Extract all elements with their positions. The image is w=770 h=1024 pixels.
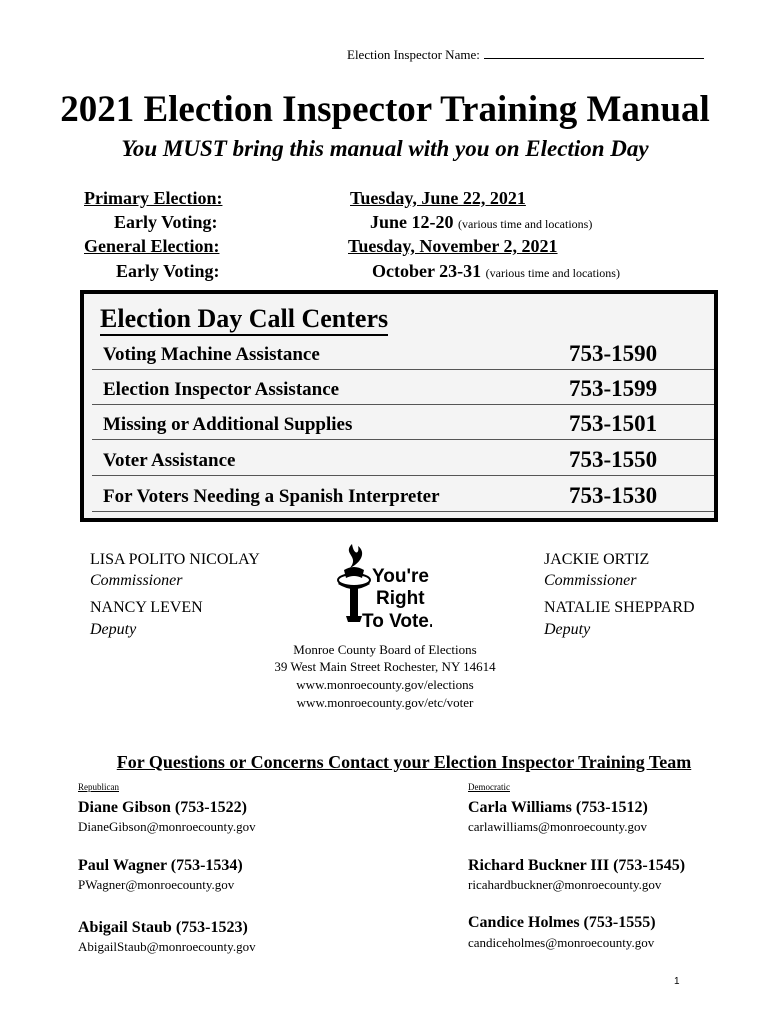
training-team-title: For Questions or Concerns Contact your Election Inspector Training Team	[116, 752, 692, 772]
inspector-name-label: Election Inspector Name:	[347, 47, 480, 62]
inspector-name-field	[347, 47, 704, 63]
democratic-label: Democratic	[468, 782, 510, 792]
team-member-name: Carla Williams (753-1512)	[468, 799, 648, 816]
call-center-row	[92, 404, 714, 440]
call-center-label: Voting Machine Assistance	[103, 344, 320, 365]
board-org-name: Monroe County Board of Elections	[293, 642, 477, 657]
team-member-email[interactable]: AbigailStaub@monroecounty.gov	[78, 939, 256, 954]
logo-text-line3: To Vote.	[362, 611, 432, 632]
youre-right-to-vote-logo	[332, 542, 432, 632]
team-member-name: Paul Wagner (753-1534)	[78, 857, 243, 874]
team-member-email[interactable]: ricahardbuckner@monroecounty.gov	[468, 877, 662, 892]
team-member-name: Abigail Staub (753-1523)	[78, 919, 248, 936]
inspector-name-blank	[484, 48, 704, 59]
team-member-email[interactable]: candiceholmes@monroecounty.gov	[468, 935, 655, 950]
official-name: LISA POLITO NICOLAY	[90, 551, 260, 568]
general-early-voting-dates	[372, 261, 620, 282]
torch-logo-icon	[332, 542, 432, 632]
primary-early-voting-label: Early Voting:	[114, 212, 218, 232]
team-member-email[interactable]: PWagner@monroecounty.gov	[78, 877, 235, 892]
republican-label: Republican	[78, 782, 119, 792]
general-early-voting-label: Early Voting:	[116, 261, 220, 281]
team-member-email[interactable]: carlawilliams@monroecounty.gov	[468, 819, 647, 834]
primary-election-date: Tuesday, June 22, 2021	[350, 188, 526, 208]
primary-early-dates: June 12-20	[370, 212, 454, 232]
call-centers-box	[80, 290, 718, 522]
team-member-name: Richard Buckner III (753-1545)	[468, 857, 686, 874]
general-early-note: (various time and locations)	[485, 266, 620, 280]
general-election-date: Tuesday, November 2, 2021	[348, 236, 558, 256]
call-center-number: 753-1599	[569, 376, 658, 401]
call-center-number: 753-1501	[569, 411, 658, 436]
official-name: NATALIE SHEPPARD	[544, 599, 695, 616]
call-center-number: 753-1530	[569, 483, 658, 508]
board-url-elections[interactable]: www.monroecounty.gov/elections	[296, 677, 474, 692]
call-center-row	[92, 334, 714, 370]
call-center-row	[92, 440, 714, 476]
call-center-row	[92, 476, 714, 512]
official-name: JACKIE ORTIZ	[544, 551, 650, 568]
call-center-number: 753-1550	[569, 447, 658, 472]
team-member-name: Diane Gibson (753-1522)	[78, 799, 247, 816]
general-early-dates: October 23-31	[372, 261, 482, 281]
call-center-label: Election Inspector Assistance	[103, 379, 340, 400]
official-role: Commissioner	[90, 572, 183, 589]
board-url-voter[interactable]: www.monroecounty.gov/etc/voter	[296, 695, 474, 710]
call-centers-title: Election Day Call Centers	[100, 304, 388, 336]
call-center-row	[92, 369, 714, 405]
page-subtitle: You MUST bring this manual with you on Election Day	[121, 136, 649, 161]
board-street-address: 39 West Main Street Rochester, NY 14614	[274, 659, 496, 674]
page-title: 2021 Election Inspector Training Manual	[60, 89, 710, 130]
general-election-label: General Election:	[84, 236, 220, 256]
primary-early-voting-dates	[370, 212, 592, 233]
primary-election-label: Primary Election:	[84, 188, 223, 208]
official-role: Deputy	[90, 621, 137, 638]
call-center-label: Voter Assistance	[103, 450, 236, 471]
official-role: Commissioner	[544, 572, 637, 589]
official-name: NANCY LEVEN	[90, 599, 203, 616]
page-number: 1	[674, 976, 680, 987]
logo-text-line2: Right	[376, 588, 425, 609]
call-center-label: For Voters Needing a Spanish Interpreter	[103, 486, 440, 507]
call-center-label: Missing or Additional Supplies	[103, 414, 353, 435]
official-role: Deputy	[544, 621, 591, 638]
primary-early-note: (various time and locations)	[458, 217, 593, 231]
team-member-name: Candice Holmes (753-1555)	[468, 914, 656, 931]
call-center-number: 753-1590	[569, 341, 658, 366]
logo-text-line1: You're	[372, 566, 429, 587]
team-member-email[interactable]: DianeGibson@monroecounty.gov	[78, 819, 256, 834]
